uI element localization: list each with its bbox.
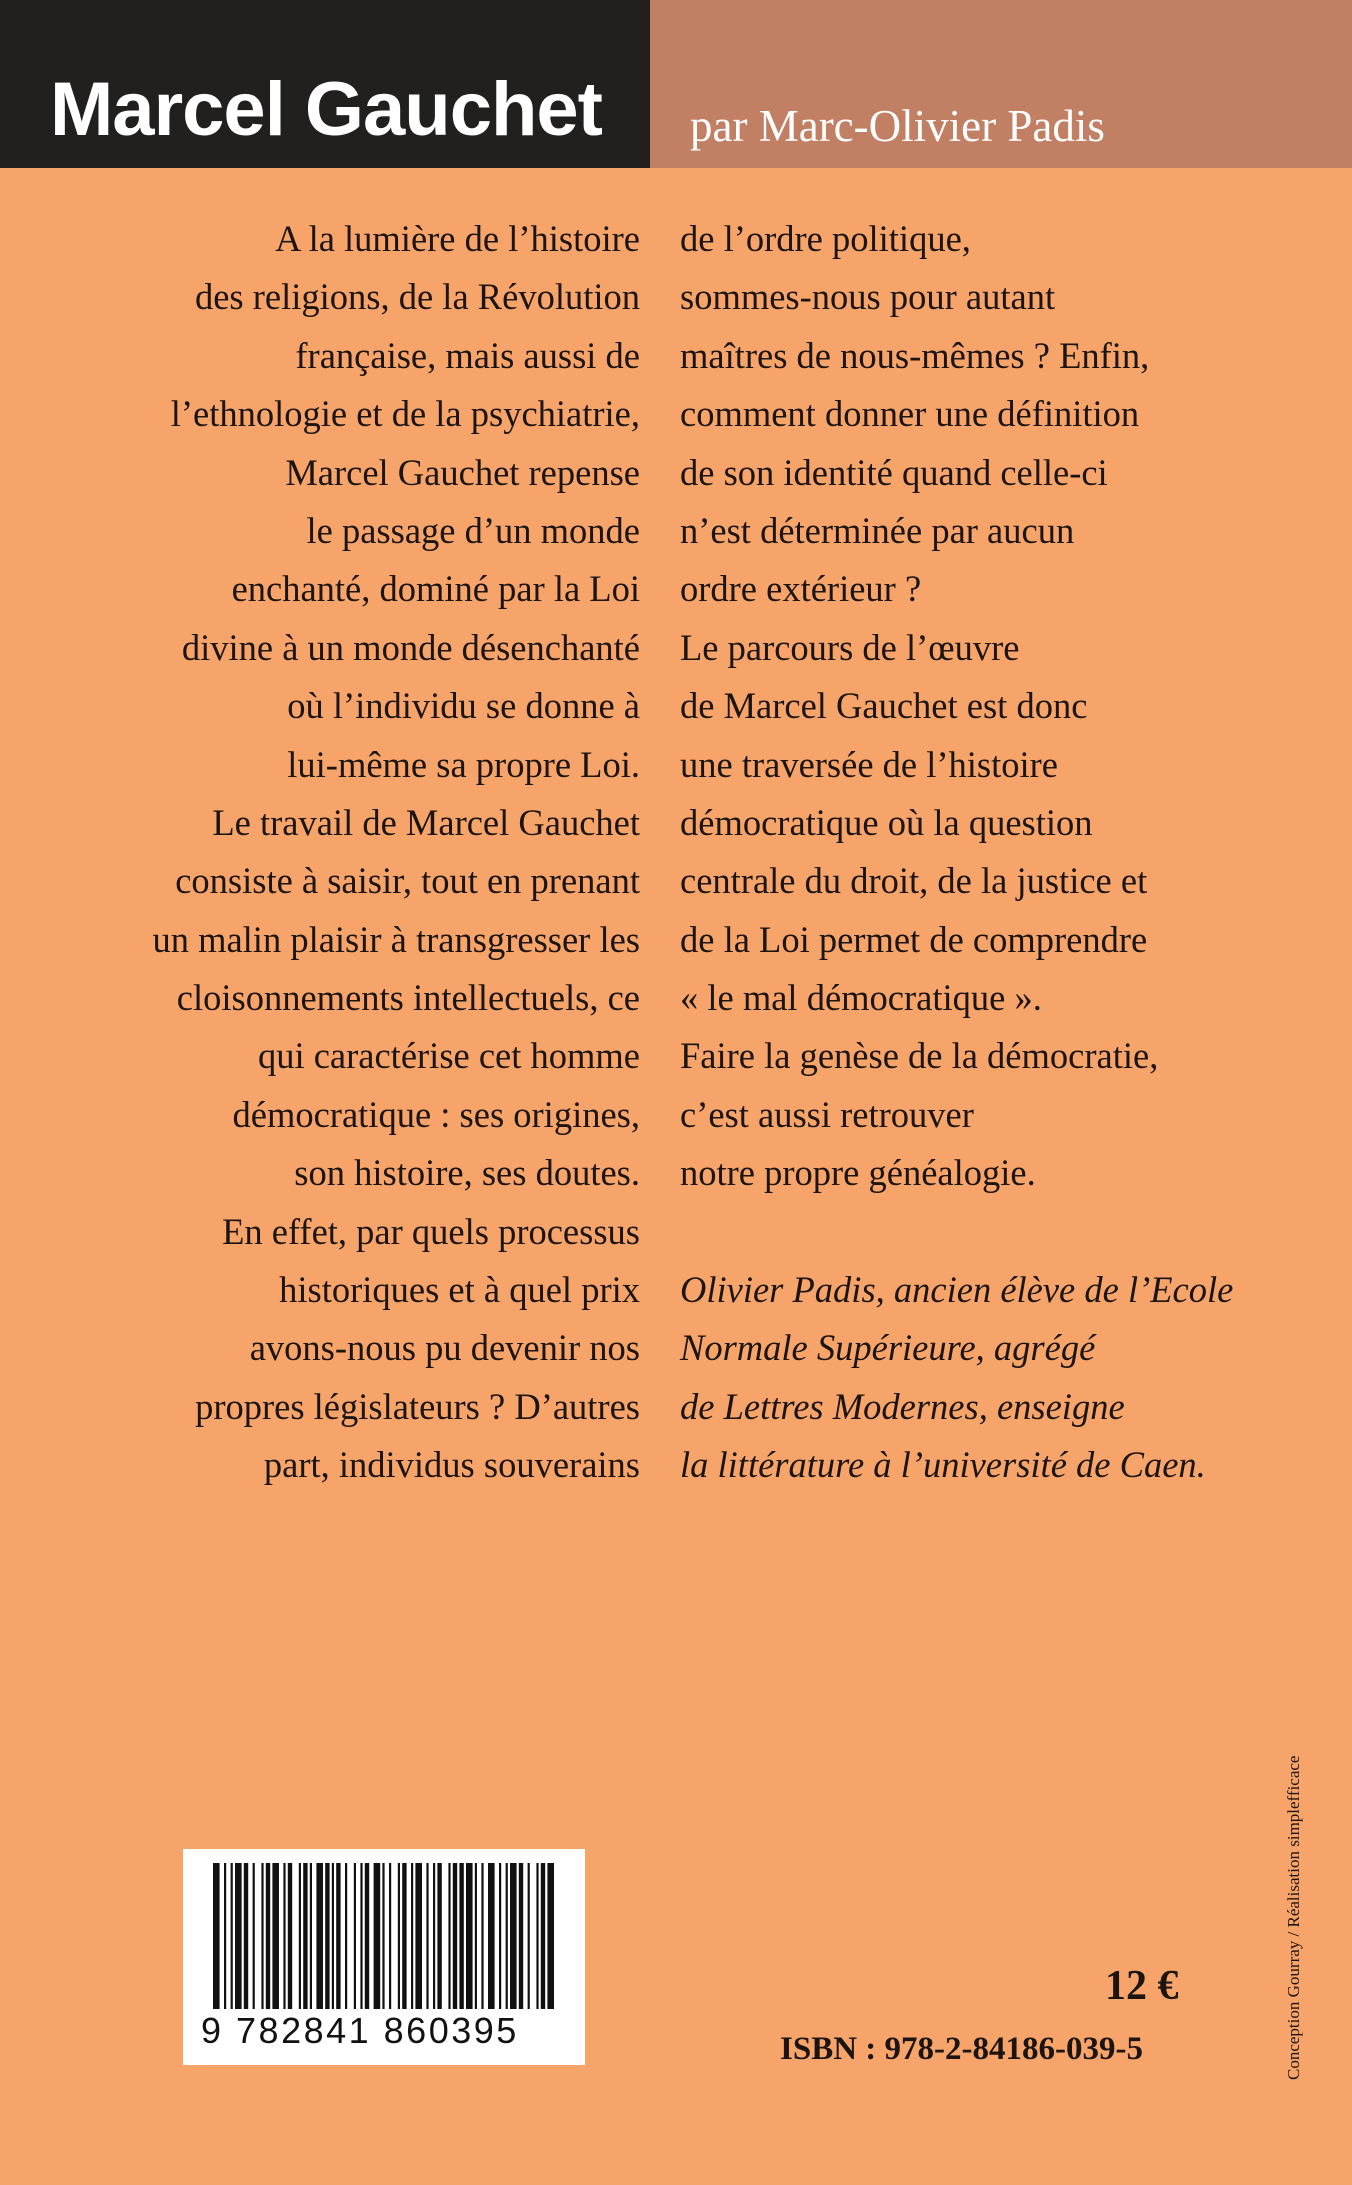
design-credit: Conception Gourray / Réalisation simplefficace (1284, 1755, 1303, 2080)
text-line: des religions, de la Révolution (194, 276, 640, 318)
author-bio (680, 1261, 1300, 1495)
text-line: de l’ordre politique, (680, 218, 971, 259)
text-line: maîtres de nous-mêmes ? Enfin, (680, 334, 1150, 376)
text-line: démocratique où la question (680, 801, 1093, 843)
text-line: c’est aussi retrouver (680, 1093, 974, 1135)
text-line: A la lumière de l’histoire (275, 218, 640, 259)
text-line: de Marcel Gauchet est donc (680, 685, 1088, 727)
text-line: l’ethnologie et de la psychiatrie, (170, 393, 640, 435)
text-line: n’est déterminée par aucun (680, 509, 1075, 551)
text-line: Marcel Gauchet repense (285, 451, 640, 493)
text-line: avons-nous pu devenir nos (249, 1327, 640, 1369)
text-line: un malin plaisir à transgresser les (152, 918, 640, 960)
blurb-right-column (680, 210, 1280, 1203)
barcode-digits: 9 782841 860395 (201, 2010, 519, 2051)
text-line: cloisonnements intellectuels, ce (176, 977, 640, 1019)
book-author: par Marc-Olivier Padis (690, 101, 1105, 151)
text-line: En effet, par quels processus (222, 1210, 640, 1252)
text-line: centrale du droit, de la justice et (680, 860, 1148, 902)
blurb-left-column (60, 210, 640, 1495)
bio-line: Olivier Padis, ancien élève de l’Ecole (680, 1269, 1234, 1310)
text-line: « le mal démocratique ». (680, 977, 1042, 1019)
text-line: ordre extérieur ? (680, 568, 922, 610)
text-line: divine à un monde désenchanté (181, 626, 640, 668)
text-line: le passage d’un monde (306, 509, 640, 551)
text-line: consiste à saisir, tout en prenant (175, 860, 640, 902)
text-line: démocratique : ses origines, (232, 1093, 640, 1135)
text-line: de son identité quand celle-ci (680, 451, 1108, 493)
text-line: sommes-nous pour autant (680, 276, 1056, 318)
bio-line: Normale Supérieure, agrégé (680, 1327, 1096, 1369)
text-line: propres législateurs ? D’autres (195, 1385, 640, 1427)
barcode-bars (183, 1849, 585, 2019)
bio-line: de Lettres Modernes, enseigne (680, 1385, 1125, 1427)
text-line: Faire la genèse de la démocratie, (680, 1035, 1159, 1077)
text-line: Le travail de Marcel Gauchet (212, 801, 640, 843)
text-line: part, individus souverains (263, 1444, 640, 1486)
price: 12 € (1105, 1963, 1179, 2009)
barcode (183, 1849, 585, 2065)
text-line: où l’individu se donne à (287, 685, 640, 727)
text-line: historiques et à quel prix (279, 1269, 640, 1311)
text-line: Le parcours de l’œuvre (680, 626, 1020, 668)
text-line: une traversée de l’histoire (680, 743, 1059, 785)
text-line: son histoire, ses doutes. (294, 1152, 640, 1194)
text-line: qui caractérise cet homme (257, 1035, 640, 1077)
text-line: comment donner une définition (680, 393, 1140, 435)
text-line: de la Loi permet de comprendre (680, 918, 1148, 960)
text-line: française, mais aussi de (295, 334, 640, 376)
text-line: enchanté, dominé par la Loi (231, 568, 640, 610)
text-line: lui-même sa propre Loi. (287, 743, 640, 785)
bio-line: la littérature à l’université de Caen. (680, 1444, 1206, 1486)
book-title: Marcel Gauchet (50, 67, 602, 152)
isbn: ISBN : 978-2-84186-039-5 (780, 2031, 1143, 2067)
text-line: notre propre généalogie. (680, 1152, 1036, 1194)
